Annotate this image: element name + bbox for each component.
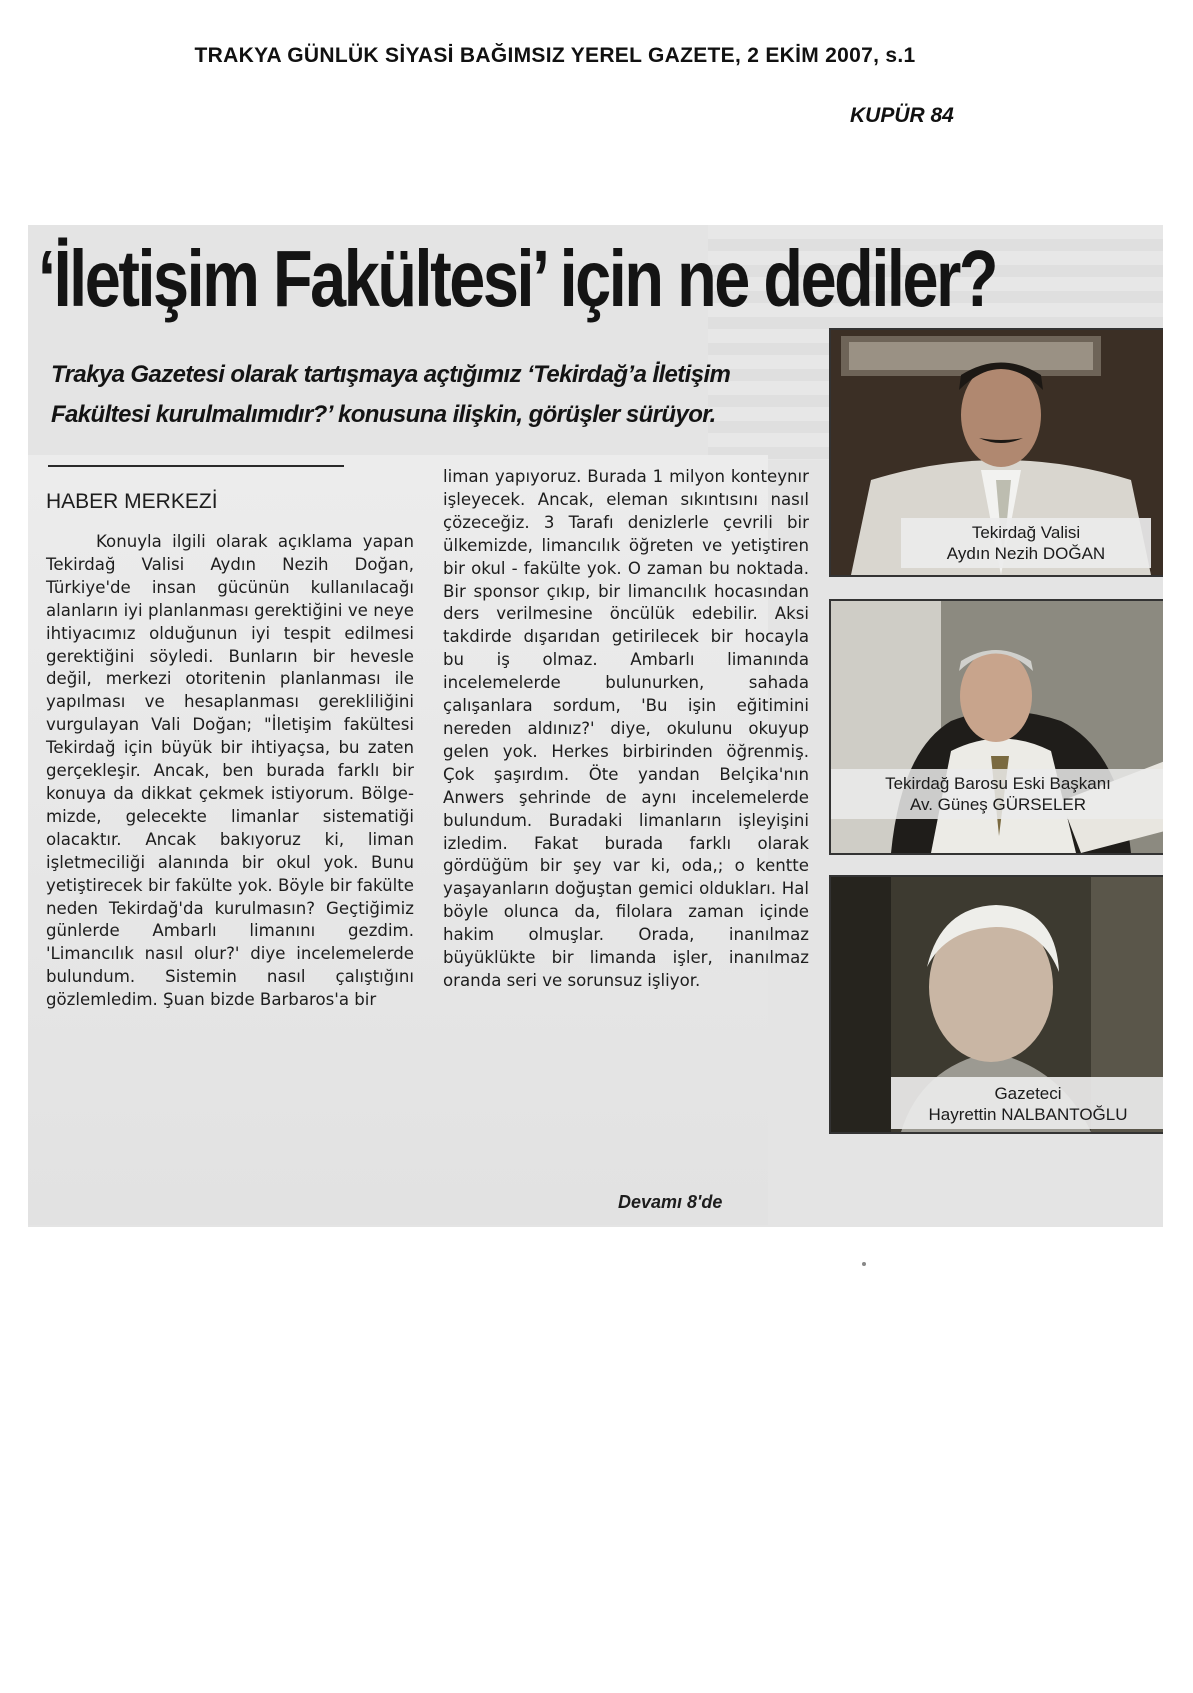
- photo-caption-1: [901, 518, 1151, 568]
- article-column-1: Konuyla ilgili olarak açıklama yapan Tekirdağ Valisi Aydın Nezih Doğan, Türkiye'de insan gücünün kullanılacağı alanların iyi planlanması gerektiğini ve neye ihtiyacımız olduğunun iyi tespit edilmesi gerektiğini söyledi. Bunların bir hevesle değil, merkezi otoritenin planlanması ile yapılması ve hesaplanması gerekliliğini vurgulayan Vali Doğan; "İletişim fakültesi Tekirdağ için büyük bir ihtiyaçsa, bu zaten gerçekleşir. Ancak, ben burada farklı bir konuya da dikkat çekmek istiyorum. Bölgemizde, gelecekte limanlar sistematiği olacaktır. Ancak bakıyoruz ki, liman işletmeciliği alanında bir okul yok. Bunu yetiştirecek bir fakülte yok. Böyle bir fakülte neden Tekirdağ'da kurulmasın? Geçtiğimiz günlerde Ambarlı limanını gezdim. 'Limancılık nasıl olur?' diye incelemelerde bulundum. Sistemin nasıl çalıştığını gözlemledim. Şuan bizde Barbaros'a bir: [46, 532, 414, 1010]
- subhead-line-2: Fakültesi kurulmalımıdır?’ konusuna ilişkin, görüşler sürüyor.: [51, 401, 716, 428]
- publication-line: TRAKYA GÜNLÜK SİYASİ BAĞIMSIZ YEREL GAZETE, 2 EKİM 2007, s.1: [194, 44, 916, 67]
- photo-caption-2: [831, 769, 1163, 819]
- photo-governor: [829, 328, 1163, 577]
- photo-bar-president: [829, 599, 1163, 855]
- continued-note: Devamı 8'de: [618, 1192, 723, 1212]
- article-column-2: liman yapıyoruz. Burada 1 milyon konteynır işleyecek. Ancak, eleman sıkıntısını nasıl çözeceğiz. 3 Tarafı denizlerle çevrili bir ülkemizde, limancılık öğreten ve yetiştiren bir okul - fakülte yok. O zaman bu noktada. Bir sponsor çıkıp, bir limancılık hocasından ders verilmesine öncülük edebilir. Aksi takdirde dışarıdan getirilecek bir hocayla bu iş olmaz. Ambarlı limanında incelemelerde bulunurken, sahada çalışanlara sordum, 'Bu işin eğitimini nereden aldınız?' diye, okulunu okuyup gelen yok. Herkes birbirinden öğrenmiş. Çok şaşırdım. Öte yandan Belçika'nın Anwers şehrinde de aynı incelemelerde bulundum. Buradaki limanların işleyişini izledim. Fakat burada farklı olarak gördüğüm bir şey var ki, oda,; o kentte yaşayanların doğuştan gemici oldukları. Hal böyle olunca da, filolara zaman içinde hakim olmuşlar. Orada, inanılmaz büyüklükte bir limanda işler, inanılmaz oranda seri ve sorunsuz işliyor.: [443, 467, 809, 990]
- byline-rule: [48, 465, 344, 467]
- caption-name: Av. Güneş GÜRSELER: [909, 795, 1087, 814]
- caption-title: Gazeteci: [994, 1084, 1062, 1103]
- article-headline: ‘İletişim Fakültesi’ için ne dediler?: [38, 234, 997, 323]
- caption-title: Tekirdağ Valisi: [971, 523, 1081, 542]
- caption-name: Aydın Nezih DOĞAN: [946, 544, 1106, 563]
- subhead-line-1: Trakya Gazetesi olarak tartışmaya açtığımız ‘Tekirdağ’a İletişim: [51, 361, 731, 388]
- caption-title: Tekirdağ Barosu Eski Başkanı: [885, 774, 1111, 793]
- byline: HABER MERKEZİ: [46, 490, 218, 513]
- caption-name: Hayrettin NALBANTOĞLU: [928, 1105, 1128, 1124]
- newspaper-clipping: [28, 225, 1163, 1227]
- photo-caption-3: [891, 1077, 1163, 1129]
- article-subhead: [51, 355, 871, 435]
- speck: [862, 1262, 866, 1266]
- photo-journalist: [829, 875, 1163, 1134]
- clipping-label: KUPÜR 84: [850, 104, 954, 127]
